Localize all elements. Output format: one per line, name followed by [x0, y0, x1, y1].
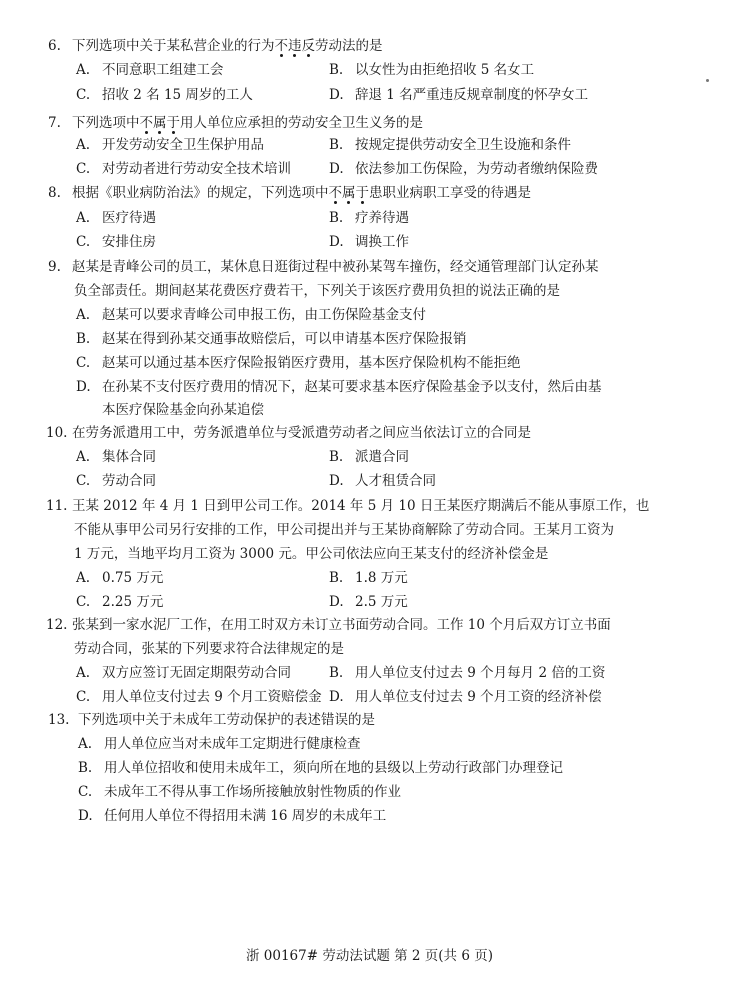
option-a: A. 开发劳动安全卫生保护用品	[76, 137, 264, 153]
option-b: B. 疗养待遇	[329, 210, 409, 226]
emphasis-text	[275, 38, 316, 54]
option-d: D. 人才租赁合同	[329, 473, 436, 489]
scan-speck	[706, 79, 709, 82]
option-d-continued: 本医疗保险基金向孙某追偿	[102, 402, 264, 418]
question-stem: 11. 王某 2012 年 4 月 1 日到甲公司工作。2014 年 5 月 10 日王某医疗期满后不能从事原工作，也	[0, 494, 739, 518]
question-number: 6.	[48, 38, 61, 54]
question-stem-continued: 1 万元，当地平均月工资为 3000 元。甲公司依法应向王某支付的经济补偿金是	[74, 546, 549, 562]
question-number: 13.	[48, 712, 70, 728]
emphasis-char: 于	[355, 185, 369, 201]
question-number: 9.	[48, 259, 61, 275]
option-b: B. 1.8 万元	[329, 570, 408, 586]
emphasis-char: 属	[153, 115, 167, 131]
question-number: 7.	[48, 115, 61, 131]
option-a: A. 0.75 万元	[76, 570, 164, 586]
question-number: 12.	[46, 617, 68, 633]
emphasis-char: 属	[342, 185, 356, 201]
option-d: D. 2.5 万元	[329, 594, 408, 610]
question-number: 8.	[48, 185, 61, 201]
option-c: C. 安排住房	[76, 234, 156, 250]
option-d: D. 依法参加工伤保险，为劳动者缴纳保险费	[329, 161, 598, 177]
question-number: 11.	[46, 498, 68, 514]
emphasis-char: 不	[328, 185, 342, 201]
page-footer: 浙 00167# 劳动法试题 第 2 页(共 6 页)	[245, 948, 493, 964]
option-c: C. 未成年工不得从事工作场所接触放射性物质的作业	[78, 784, 401, 800]
option-a: A. 不同意职工组建工会	[76, 62, 224, 78]
emphasis-char: 反	[301, 38, 315, 54]
option-a: A. 集体合同	[76, 449, 156, 465]
question-stem: 9. 赵某是青峰公司的员工，某休息日逛街过程中被孙某驾车撞伤，经交通管理部门认定孙某	[0, 255, 739, 279]
emphasis-char: 不	[274, 38, 288, 54]
question-stem: 8. 根据《职业病防治法》的规定，下列选项中不属于患职业病职工享受的待遇是	[0, 181, 739, 205]
option-b: B. 按规定提供劳动安全卫生设施和条件	[329, 137, 571, 153]
option-b: B. 派遣合同	[329, 449, 409, 465]
option-c: C. 劳动合同	[76, 473, 156, 489]
option-a: A. 赵某可以要求青峰公司申报工伤，由工伤保险基金支付	[76, 307, 426, 323]
option-b: B. 以女性为由拒绝招收 5 名女工	[329, 62, 535, 78]
question-stem: 12. 张某到一家水泥厂工作，在用工时双方未订立书面劳动合同。工作 10 个月后双方订立书面	[0, 613, 739, 637]
option-b: B. 用人单位招收和使用未成年工，须向所在地的县级以上劳动行政部门办理登记	[78, 760, 563, 776]
emphasis-char: 不	[139, 115, 153, 131]
option-d: D. 在孙某不支付医疗费用的情况下，赵某可要求基本医疗保险基金予以支付，然后由基	[76, 379, 602, 395]
question-stem: 13. 下列选项中关于未成年工劳动保护的表述错误的是	[0, 708, 739, 732]
question-stem-continued: 劳动合同，张某的下列要求符合法律规定的是	[74, 641, 344, 657]
option-c: C. 对劳动者进行劳动安全技术培训	[76, 161, 291, 177]
option-a: A. 医疗待遇	[76, 210, 156, 226]
emphasis-text	[329, 185, 370, 201]
question-stem-continued: 不能从事甲公司另行安排的工作，甲公司提出并与王某协商解除了劳动合同。王某月工资为	[74, 522, 614, 538]
question-number: 10.	[46, 425, 68, 441]
option-b: B. 用人单位支付过去 9 个月每月 2 倍的工资	[329, 665, 606, 681]
stem-part: 劳动法的是	[315, 38, 383, 54]
stem-part: 下列选项中关于某私营企业的行为	[72, 38, 275, 54]
option-d: D. 任何用人单位不得招用未满 16 周岁的未成年工	[78, 808, 387, 824]
option-d: D. 用人单位支付过去 9 个月工资的经济补偿	[329, 689, 602, 705]
option-a: A. 双方应签订无固定期限劳动合同	[76, 665, 291, 681]
option-a: A. 用人单位应当对未成年工定期进行健康检查	[78, 736, 361, 752]
question-stem: 10. 在劳务派遣用工中，劳务派遣单位与受派遣劳动者之间应当依法订立的合同是	[0, 421, 739, 445]
option-b: B. 赵某在得到孙某交通事故赔偿后，可以申请基本医疗保险报销	[76, 331, 467, 347]
option-d: D. 辞退 1 名严重违反规章制度的怀孕女工	[329, 87, 589, 103]
option-c: C. 2.25 万元	[76, 594, 164, 610]
question-stem-continued: 负全部责任。期间赵某花费医疗费若干，下列关于该医疗费用负担的说法正确的是	[74, 283, 560, 299]
option-c: C. 赵某可以通过基本医疗保险报销医疗费用，基本医疗保险机构不能拒绝	[76, 355, 521, 371]
option-c: C. 用人单位支付过去 9 个月工资赔偿金	[76, 689, 322, 705]
question-stem	[0, 34, 739, 58]
question-stem: 7. 下列选项中不属于用人单位应承担的劳动安全卫生义务的是	[0, 111, 739, 135]
option-c: C. 招收 2 名 15 周岁的工人	[76, 87, 253, 103]
option-d: D. 调换工作	[329, 234, 409, 250]
emphasis-char: 违	[288, 38, 302, 54]
emphasis-char: 于	[166, 115, 180, 131]
emphasis-text	[140, 115, 181, 131]
